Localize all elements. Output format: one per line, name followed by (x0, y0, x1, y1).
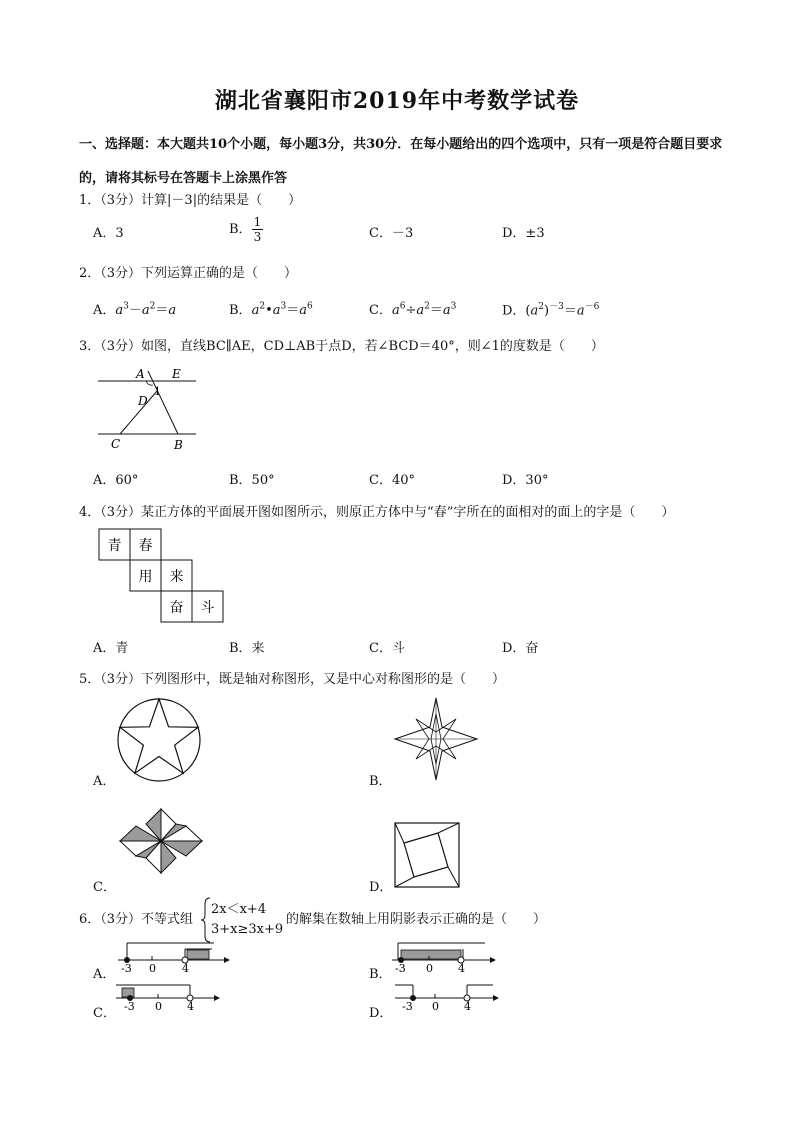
question-6-stem-suffix: 的解集在数轴上用阴影表示正确的是（ ） (286, 912, 547, 927)
q1-option-b[interactable] (229, 215, 263, 244)
question-5-stem: 5．（3分）下列图形中，既是轴对称图形，又是中心对称图形的是（ ） (79, 672, 506, 687)
q5-figure-d-square-in-square (394, 822, 462, 888)
question-2-stem: 2．（3分）下列运算正确的是（ ） (79, 266, 298, 281)
label-e: E (172, 367, 181, 381)
question-1-stem: 1．（3分）计算|－3|的结果是（ ） (79, 193, 302, 208)
tick-label-0: 0 (149, 962, 156, 974)
q1-option-b-prefix: B． (229, 222, 252, 237)
inequality-1: 2x＜x+4 (211, 902, 267, 917)
q5-figure-c-pinwheel (118, 806, 204, 876)
label-a: A (136, 367, 145, 381)
q6-number-line-b (390, 938, 500, 974)
page-title: 湖北省襄阳市2019年中考数学试卷 (214, 88, 580, 114)
q5-option-a[interactable]: A． (93, 774, 116, 789)
q3-geometry-figure (90, 362, 205, 454)
q4-option-c[interactable]: C．斗 (369, 641, 405, 656)
section-heading: 一、选择题：本大题共10个小题，每小题3分，共30分．在每小题给出的四个选项中，只有一项是符合题目要求的，请将其标号在答题卡上涂黑作答 (79, 137, 723, 186)
q5-option-b[interactable]: B． (369, 774, 392, 789)
label-b: B (174, 438, 183, 452)
q5-figure-a-star-in-circle (115, 696, 203, 784)
tick-label-4: 4 (187, 1000, 194, 1013)
q4-option-a[interactable]: A．青 (93, 641, 129, 656)
q1-option-c[interactable]: C．－3 (369, 226, 414, 241)
q5-option-d[interactable]: D． (369, 880, 393, 895)
q4-cube-net (98, 528, 228, 623)
q6-number-line-d (393, 980, 503, 1016)
net-char-6: 斗 (200, 600, 215, 616)
net-char-1: 青 (107, 538, 122, 554)
tick-label-0: 0 (426, 962, 433, 974)
q3-option-a[interactable]: A．60° (93, 473, 139, 488)
q2-option-a[interactable]: A．$a^3-a^2=a$ (93, 301, 177, 318)
q3-option-d[interactable]: D．30° (502, 473, 549, 488)
q1-option-a[interactable]: A．3 (93, 226, 124, 241)
label-angle-1: 1 (154, 385, 161, 398)
tick-label-neg3: -3 (121, 962, 132, 974)
net-char-4: 来 (169, 569, 184, 585)
q1-option-d[interactable]: D．±3 (502, 226, 545, 241)
tick-label-neg3: -3 (402, 1000, 413, 1013)
net-char-2: 春 (138, 538, 153, 554)
tick-label-0: 0 (155, 1000, 162, 1013)
tick-label-neg3: -3 (395, 962, 406, 974)
q1-fraction (252, 215, 264, 244)
q2-option-d[interactable]: D．$(a^2)^{-3}=a^{-6}$ (502, 302, 600, 319)
q6-option-d[interactable]: D． (369, 1006, 393, 1021)
label-c: C (111, 437, 121, 451)
q5-figure-b-compass-star (393, 696, 479, 782)
inequality-2: 3+x≥3x+9 (211, 922, 284, 937)
tick-label-neg3: -3 (124, 1000, 135, 1013)
question-3-stem: 3．（3分）如图，直线BC∥AE，CD⊥AB于点D，若∠BCD＝40°，则∠1的度数是（ ） (79, 339, 604, 354)
q4-option-b[interactable]: B．来 (229, 641, 265, 656)
q4-option-d[interactable]: D．奋 (502, 641, 539, 656)
q6-number-line-c (114, 980, 224, 1016)
tick-label-4: 4 (464, 1000, 471, 1013)
tick-label-0: 0 (432, 1000, 439, 1013)
q5-option-c[interactable]: C． (93, 880, 116, 895)
label-d: D (138, 394, 148, 408)
q3-option-b[interactable]: B．50° (229, 473, 275, 488)
q6-number-line-a (112, 938, 232, 974)
question-4-stem: 4．（3分）某正方体的平面展开图如图所示，则原正方体中与“春”字所在的面相对的面上的字是（ ） (79, 505, 675, 520)
tick-label-4: 4 (182, 962, 189, 974)
tick-label-4: 4 (458, 962, 465, 974)
angle-1-arc (146, 381, 153, 385)
net-char-5: 奋 (169, 600, 184, 616)
q1-fraction-numerator: 1 (253, 215, 262, 229)
q3-option-c[interactable]: C．40° (369, 473, 415, 488)
q2-option-b[interactable]: B．$a^2•a^3=a^6$ (229, 301, 313, 318)
q6-option-b[interactable]: B． (369, 967, 392, 982)
q2-option-c[interactable]: C．$a^6\div a^2=a^3$ (369, 301, 457, 318)
q1-fraction-denominator: 3 (253, 230, 262, 244)
question-6-stem-prefix: 6．（3分）不等式组 (79, 912, 194, 927)
net-char-3: 用 (138, 569, 153, 585)
q6-option-a[interactable]: A． (93, 967, 116, 982)
q6-option-c[interactable]: C． (93, 1006, 116, 1021)
